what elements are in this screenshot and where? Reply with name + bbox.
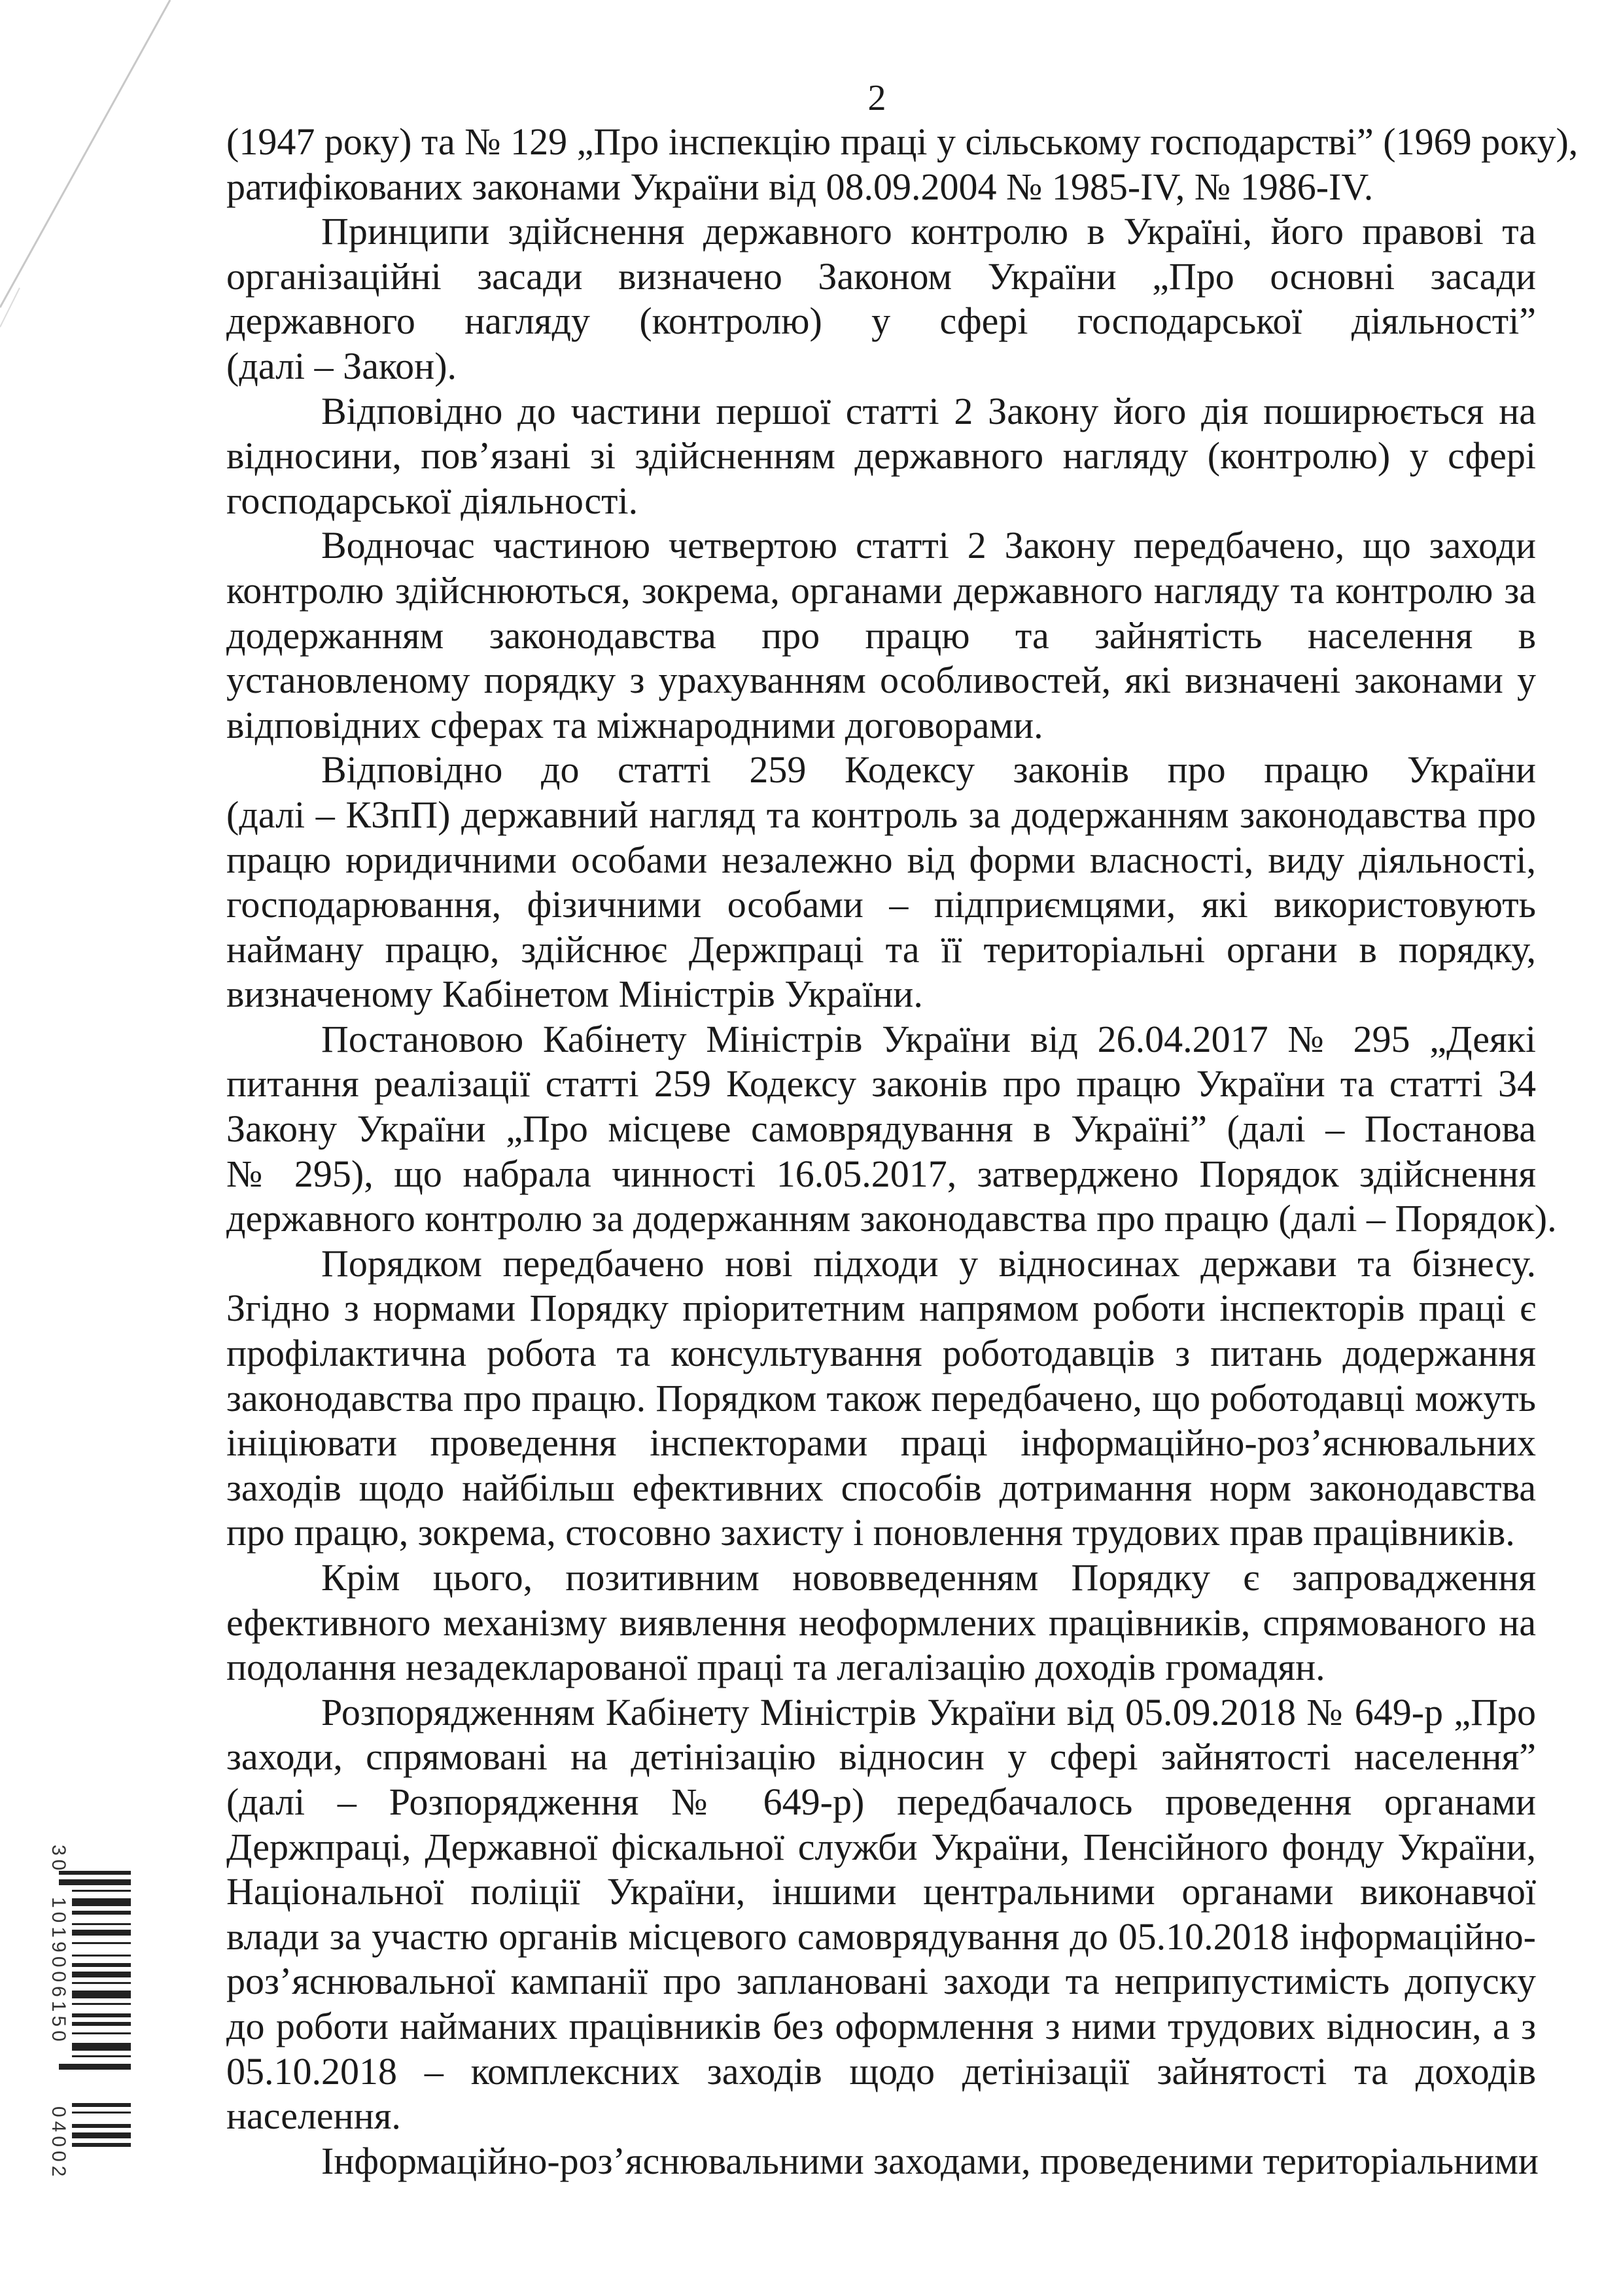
barcode-bar [72,1963,131,1967]
barcode-bar [72,1942,131,1944]
text-line: Принципи здійснення державного контролю в Україні, його правові та [321,210,1536,253]
paragraph [226,209,1536,389]
paragraph [226,523,1536,748]
barcode-suffix: 04002 [48,2106,69,2181]
barcode-bar [72,2032,131,2034]
page-number: 2 [867,78,886,118]
paragraph [226,120,1579,209]
text-line: державного нагляду (контролю) у сфері господарської діяльності” [226,300,1536,343]
barcode-bar [72,2043,131,2051]
text-line: працю юридичними особами незалежно від форми власності, виду діяльності, [226,838,1536,881]
text-line: (далі – КЗпП) державний нагляд та контроль за додержанням законодавства про [226,793,1536,836]
text-line: визначеному Кабінетом Міністрів України. [226,973,923,1016]
scan-edge-artifact [0,0,196,340]
text-line: Закону України „Про місцеве самоврядування в Україні” (далі – Постанова [226,1107,1536,1151]
text-line: господарювання, фізичними особами – підприємцями, які використовують [226,883,1536,926]
barcode-bar [72,1972,131,1977]
text-line: установленому порядку з урахуванням особливостей, які визначені законами у [226,659,1536,702]
paragraph [226,1690,1536,2139]
text-line: Відповідно до частини першої статті 2 Закону його дія поширюється на [321,389,1536,432]
barcode-bar [72,1955,131,1957]
text-line: ратифікованих законами України від 08.09.2004 № 1985-IV, № 1986-IV. [226,165,1374,208]
text-line: Водночас частиною четвертою статті 2 Закону передбачено, що заходи [321,524,1536,567]
text-line: роз’яснювальної кампанії про заплановані заходи та неприпустимість допуску [226,1960,1536,2003]
barcode-bar [72,1991,131,1998]
text-line: Згідно з нормами Порядку пріоритетним напрямом роботи інспекторів праці є [226,1287,1536,1330]
text-line: заходи, спрямовані на детінізацію відносин у сфері зайнятості населення” [226,1735,1536,1779]
text-line: Постановою Кабінету Міністрів України від 26.04.2017 № 295 „Деякі [321,1017,1536,1060]
text-line: відносини, пов’язані зі здійсненням державного нагляду (контролю) у сфері [226,434,1536,478]
barcode-bar [72,2003,131,2005]
text-line: № 295), що набрала чинності 16.05.2017, затверджено Порядок здійснення [226,1152,1536,1195]
barcode-bar [72,2112,131,2113]
text-line: Порядком передбачено нові підходи у відносинах держави та бізнесу. [321,1242,1536,1285]
text-line: ефективного механізму виявлення неоформлених працівників, спрямованого на [226,1601,1536,1644]
text-line: державного контролю за додержанням законодавства про працю (далі – Порядок). [226,1197,1557,1240]
text-line: господарської діяльності. [226,479,638,522]
barcode-bar [72,2103,131,2107]
text-line: додержанням законодавства про працю та зайнятість населення в [226,614,1536,657]
paragraph [226,1017,1557,1242]
barcode-bar [72,2132,131,2138]
text-line: Держпраці, Державної фіскальної служби України, Пенсійного фонду України, [226,1825,1536,1868]
text-line: до роботи найманих працівників без оформлення з ними трудових відносин, а з [226,2004,1536,2047]
barcode-bar [72,1923,131,1925]
text-line: заходів щодо найбільш ефективних способів дотримання норм законодавства [226,1466,1536,1509]
text-line: (далі – Закон). [226,344,457,387]
text-line: контролю здійснюються, зокрема, органами державного нагляду та контролю за [226,568,1536,612]
text-line: Інформаційно-роз’яснювальними заходами, проведеними територіальними [321,2139,1539,2182]
barcode-main: 1019006150 [48,1897,69,2045]
barcode-bar [72,1930,131,1936]
paragraph [226,389,1536,524]
barcode-digits [46,1845,72,2198]
document-body [226,120,1579,2183]
paragraph [226,748,1536,1017]
text-line: питання реалізації статті 259 Кодексу законів про працю України та статті 34 [226,1062,1536,1105]
text-line: Національної поліції України, іншими центральними органами виконавчої [226,1870,1536,1913]
text-line: (1947 року) та № 129 „Про інспекцію праці у сільському господарстві” (1969 року), [226,120,1579,163]
barcode-bar [72,1911,131,1915]
paragraph [226,1242,1536,1556]
paragraph [226,1556,1536,1690]
text-line: законодавства про працю. Порядком також передбачено, що роботодавці можуть [226,1376,1536,1419]
barcode-bar [72,2013,131,2017]
text-line: 05.10.2018 – комплексних заходів щодо детінізації зайнятості та доходів [226,2049,1536,2093]
barcode-bar [72,2143,131,2147]
text-line: подолання незадекларованої праці та легалізацію доходів громадян. [226,1646,1325,1689]
text-line: найману працю, здійснює Держпраці та її територіальні органи в порядку, [226,928,1536,971]
text-line: (далі – Розпорядження № 649-р) передбачалось проведення органами [226,1780,1536,1823]
barcode-prefix: 30 [48,1845,69,1875]
text-line: Крім цього, позитивним нововведенням Порядку є запровадження [321,1556,1536,1599]
text-line: відповідних сферах та міжнародними договорами. [226,703,1043,746]
text-line: населення. [226,2095,401,2138]
text-line: ініціювати проведення інспекторами праці інформаційно-роз’яснювальних [226,1421,1536,1465]
barcode-bar [72,2124,131,2128]
text-line: Розпорядженням Кабінету Міністрів України від 05.09.2018 № 649-р „Про [321,1690,1536,1733]
barcode-bar [72,2055,131,2057]
text-line: організаційні засади визначено Законом України „Про основні засади [226,254,1536,298]
barcode-bar [72,1890,131,1892]
barcode-bar [72,1982,131,1984]
text-line: влади за участю органів місцевого самоврядування до 05.10.2018 інформаційно- [226,1915,1536,1958]
text-line: профілактична робота та консультування роботодавців з питань додержання [226,1332,1536,1375]
text-line: Відповідно до статті 259 Кодексу законів про працю України [321,748,1536,791]
barcode-bar [72,2022,131,2026]
paragraph [226,2139,1539,2184]
text-line: про працю, зокрема, стосовно захисту і поновлення трудових прав працівників. [226,1511,1515,1554]
barcode-bar [72,1898,131,1906]
